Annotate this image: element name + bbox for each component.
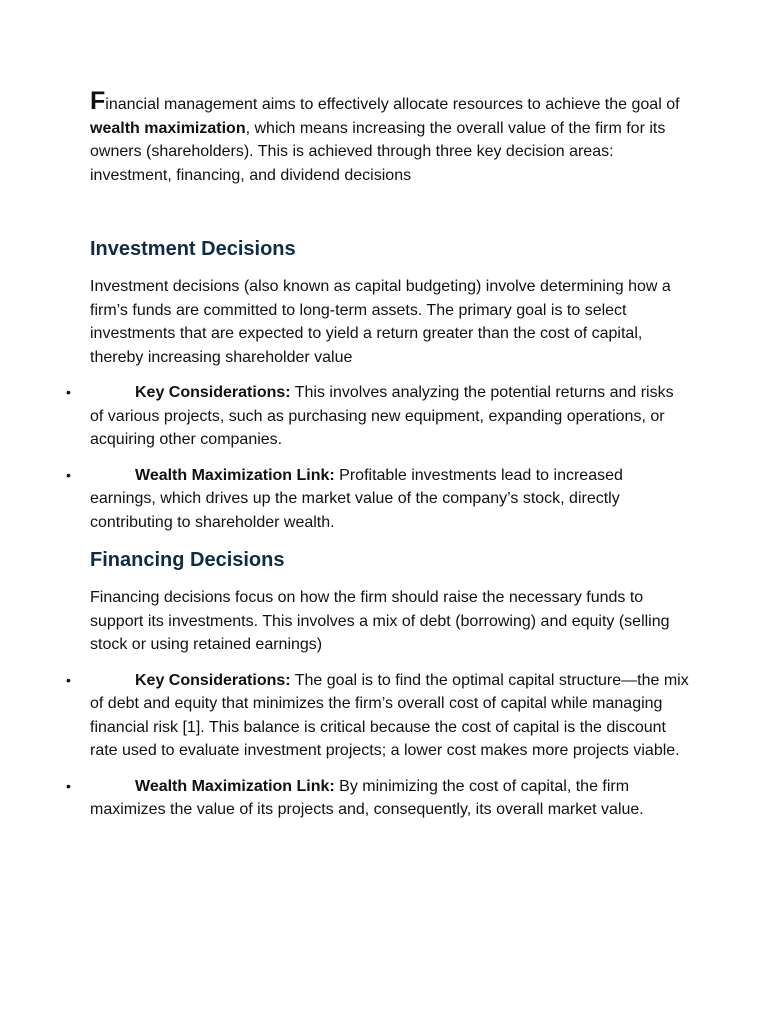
bullet-label: Wealth Maximization Link: bbox=[135, 466, 335, 484]
intro-bold-term: wealth maximization bbox=[90, 119, 246, 137]
bullet-icon: • bbox=[66, 466, 71, 483]
bullet-icon: • bbox=[66, 384, 71, 400]
bullet-text: This involves analyzing the potential returns and risks of various projects, such as purchasing new equipment, expanding operations, or acquiring other companies. bbox=[90, 384, 674, 448]
investment-heading: Investment Decisions bbox=[90, 238, 296, 260]
document-body bbox=[66, 87, 690, 822]
list-item bbox=[66, 669, 690, 763]
bullet-text: Profitable investments lead to increased earnings, which drives up the market value of the company’s stock, directly contributing to shareholder wealth. bbox=[90, 466, 623, 531]
list-item bbox=[66, 381, 690, 452]
bullet-label: Wealth Maximization Link: bbox=[135, 777, 335, 795]
financing-heading: Financing Decisions bbox=[90, 549, 285, 571]
drop-cap: F bbox=[90, 87, 106, 115]
list-item bbox=[66, 775, 690, 822]
financing-paragraph: Financing decisions focus on how the firm should raise the necessary funds to support its investments. This involves a mix of debt (borrowing) and equity (selling stock or using retained earnings) bbox=[90, 589, 670, 653]
bullet-icon: • bbox=[66, 671, 71, 688]
bullet-label: Key Considerations: bbox=[135, 384, 291, 401]
investment-paragraph: Investment decisions (also known as capital budgeting) involve determining how a firm’s funds are committed to long-term assets. The primary goal is to select investments that are expected to yield a return greater than the cost of capital, thereby increasing shareholder value bbox=[90, 278, 671, 366]
investment-bullet-list bbox=[66, 381, 690, 534]
financing-bullet-list bbox=[66, 669, 690, 822]
intro-paragraph bbox=[90, 87, 690, 187]
bullet-icon: • bbox=[66, 777, 71, 794]
intro-text-start: inancial management aims to effectively allocate resources to achieve the goal of bbox=[105, 96, 680, 113]
list-item bbox=[66, 464, 690, 535]
intro-text-end: , which means increasing the overall value of the firm for its owners (shareholders). This is achieved through three key decision areas: investment, financing, and dividend decisions bbox=[90, 119, 666, 184]
bullet-text: The goal is to find the optimal capital structure—the mix of debt and equity that minimizes the firm’s overall cost of capital while managing financial risk [1]. This balance is critical because the cost of capital is the discount rate used to evaluate investment projects; a lower cost makes more projects viable. bbox=[90, 671, 689, 759]
bullet-label: Key Considerations: bbox=[135, 671, 291, 689]
bullet-text: By minimizing the cost of capital, the firm maximizes the value of its projects and, consequently, its overall market value. bbox=[90, 777, 644, 818]
